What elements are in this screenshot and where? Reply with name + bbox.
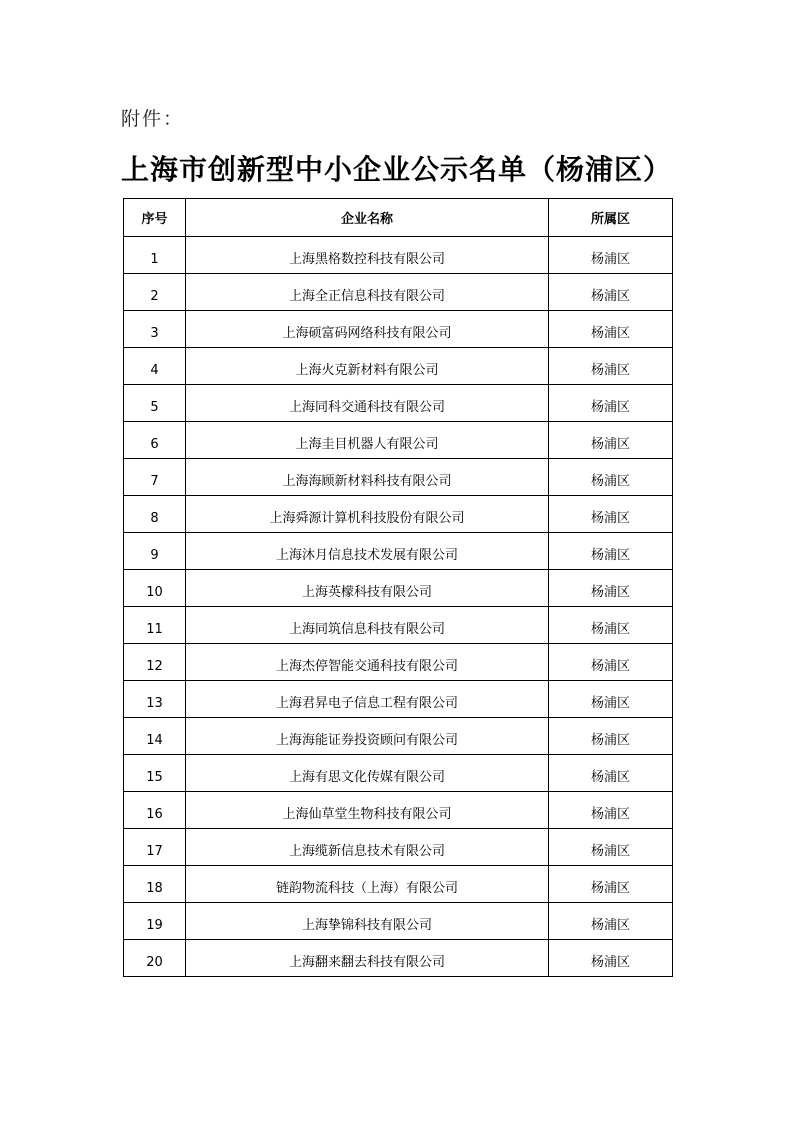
cell-number: 5	[124, 385, 186, 422]
cell-district: 杨浦区	[549, 570, 673, 607]
company-table	[123, 198, 673, 977]
cell-number: 20	[124, 940, 186, 977]
cell-number: 18	[124, 866, 186, 903]
cell-district: 杨浦区	[549, 348, 673, 385]
table-row	[124, 496, 673, 533]
cell-company: 上海舜源计算机科技股份有限公司	[186, 496, 549, 533]
cell-company: 上海黑格数控科技有限公司	[186, 237, 549, 274]
cell-district: 杨浦区	[549, 422, 673, 459]
attachment-label: 附件：	[121, 108, 185, 130]
table-row	[124, 607, 673, 644]
cell-company: 上海海能证券投资顾问有限公司	[186, 718, 549, 755]
header-district: 所属区	[549, 199, 673, 237]
cell-district: 杨浦区	[549, 755, 673, 792]
table-row	[124, 459, 673, 496]
document-title: 上海市创新型中小企业公示名单（杨浦区）	[120, 153, 672, 186]
table-row	[124, 755, 673, 792]
table-row	[124, 644, 673, 681]
cell-company: 上海同筑信息科技有限公司	[186, 607, 549, 644]
table-row	[124, 274, 673, 311]
header-number: 序号	[124, 199, 186, 237]
cell-company: 上海杰停智能交通科技有限公司	[186, 644, 549, 681]
cell-company: 上海同科交通科技有限公司	[186, 385, 549, 422]
table-row	[124, 718, 673, 755]
cell-company: 链韵物流科技（上海）有限公司	[186, 866, 549, 903]
header-company: 企业名称	[186, 199, 549, 237]
cell-number: 9	[124, 533, 186, 570]
cell-district: 杨浦区	[549, 644, 673, 681]
cell-district: 杨浦区	[549, 496, 673, 533]
cell-district: 杨浦区	[549, 237, 673, 274]
cell-district: 杨浦区	[549, 274, 673, 311]
table-row	[124, 570, 673, 607]
cell-company: 上海圭目机器人有限公司	[186, 422, 549, 459]
table-body	[124, 237, 673, 977]
cell-company: 上海海顾新材料科技有限公司	[186, 459, 549, 496]
cell-district: 杨浦区	[549, 903, 673, 940]
cell-district: 杨浦区	[549, 681, 673, 718]
cell-company: 上海英檬科技有限公司	[186, 570, 549, 607]
table-row	[124, 681, 673, 718]
cell-company: 上海火克新材料有限公司	[186, 348, 549, 385]
cell-district: 杨浦区	[549, 718, 673, 755]
cell-number: 10	[124, 570, 186, 607]
cell-number: 17	[124, 829, 186, 866]
cell-company: 上海硕富码网络科技有限公司	[186, 311, 549, 348]
table-row	[124, 533, 673, 570]
cell-district: 杨浦区	[549, 940, 673, 977]
cell-district: 杨浦区	[549, 866, 673, 903]
cell-number: 8	[124, 496, 186, 533]
cell-number: 15	[124, 755, 186, 792]
cell-company: 上海有思文化传媒有限公司	[186, 755, 549, 792]
cell-number: 6	[124, 422, 186, 459]
table-row	[124, 866, 673, 903]
cell-company: 上海仙草堂生物科技有限公司	[186, 792, 549, 829]
cell-number: 1	[124, 237, 186, 274]
cell-number: 13	[124, 681, 186, 718]
cell-district: 杨浦区	[549, 829, 673, 866]
cell-number: 16	[124, 792, 186, 829]
cell-number: 4	[124, 348, 186, 385]
cell-number: 12	[124, 644, 186, 681]
table-row	[124, 237, 673, 274]
table-row	[124, 903, 673, 940]
cell-district: 杨浦区	[549, 385, 673, 422]
cell-number: 14	[124, 718, 186, 755]
cell-company: 上海挚锦科技有限公司	[186, 903, 549, 940]
table-row	[124, 422, 673, 459]
header-row	[124, 199, 673, 237]
cell-district: 杨浦区	[549, 533, 673, 570]
table-row	[124, 385, 673, 422]
cell-district: 杨浦区	[549, 459, 673, 496]
cell-district: 杨浦区	[549, 311, 673, 348]
cell-company: 上海缆新信息技术有限公司	[186, 829, 549, 866]
table-row	[124, 348, 673, 385]
table-row	[124, 311, 673, 348]
cell-company: 上海沐月信息技术发展有限公司	[186, 533, 549, 570]
cell-district: 杨浦区	[549, 607, 673, 644]
cell-district: 杨浦区	[549, 792, 673, 829]
cell-number: 19	[124, 903, 186, 940]
cell-number: 11	[124, 607, 186, 644]
table-row	[124, 829, 673, 866]
cell-company: 上海翻来翻去科技有限公司	[186, 940, 549, 977]
cell-company: 上海君昇电子信息工程有限公司	[186, 681, 549, 718]
cell-company: 上海全正信息科技有限公司	[186, 274, 549, 311]
table-header	[124, 199, 673, 237]
table-row	[124, 940, 673, 977]
cell-number: 2	[124, 274, 186, 311]
table-row	[124, 792, 673, 829]
cell-number: 3	[124, 311, 186, 348]
cell-number: 7	[124, 459, 186, 496]
